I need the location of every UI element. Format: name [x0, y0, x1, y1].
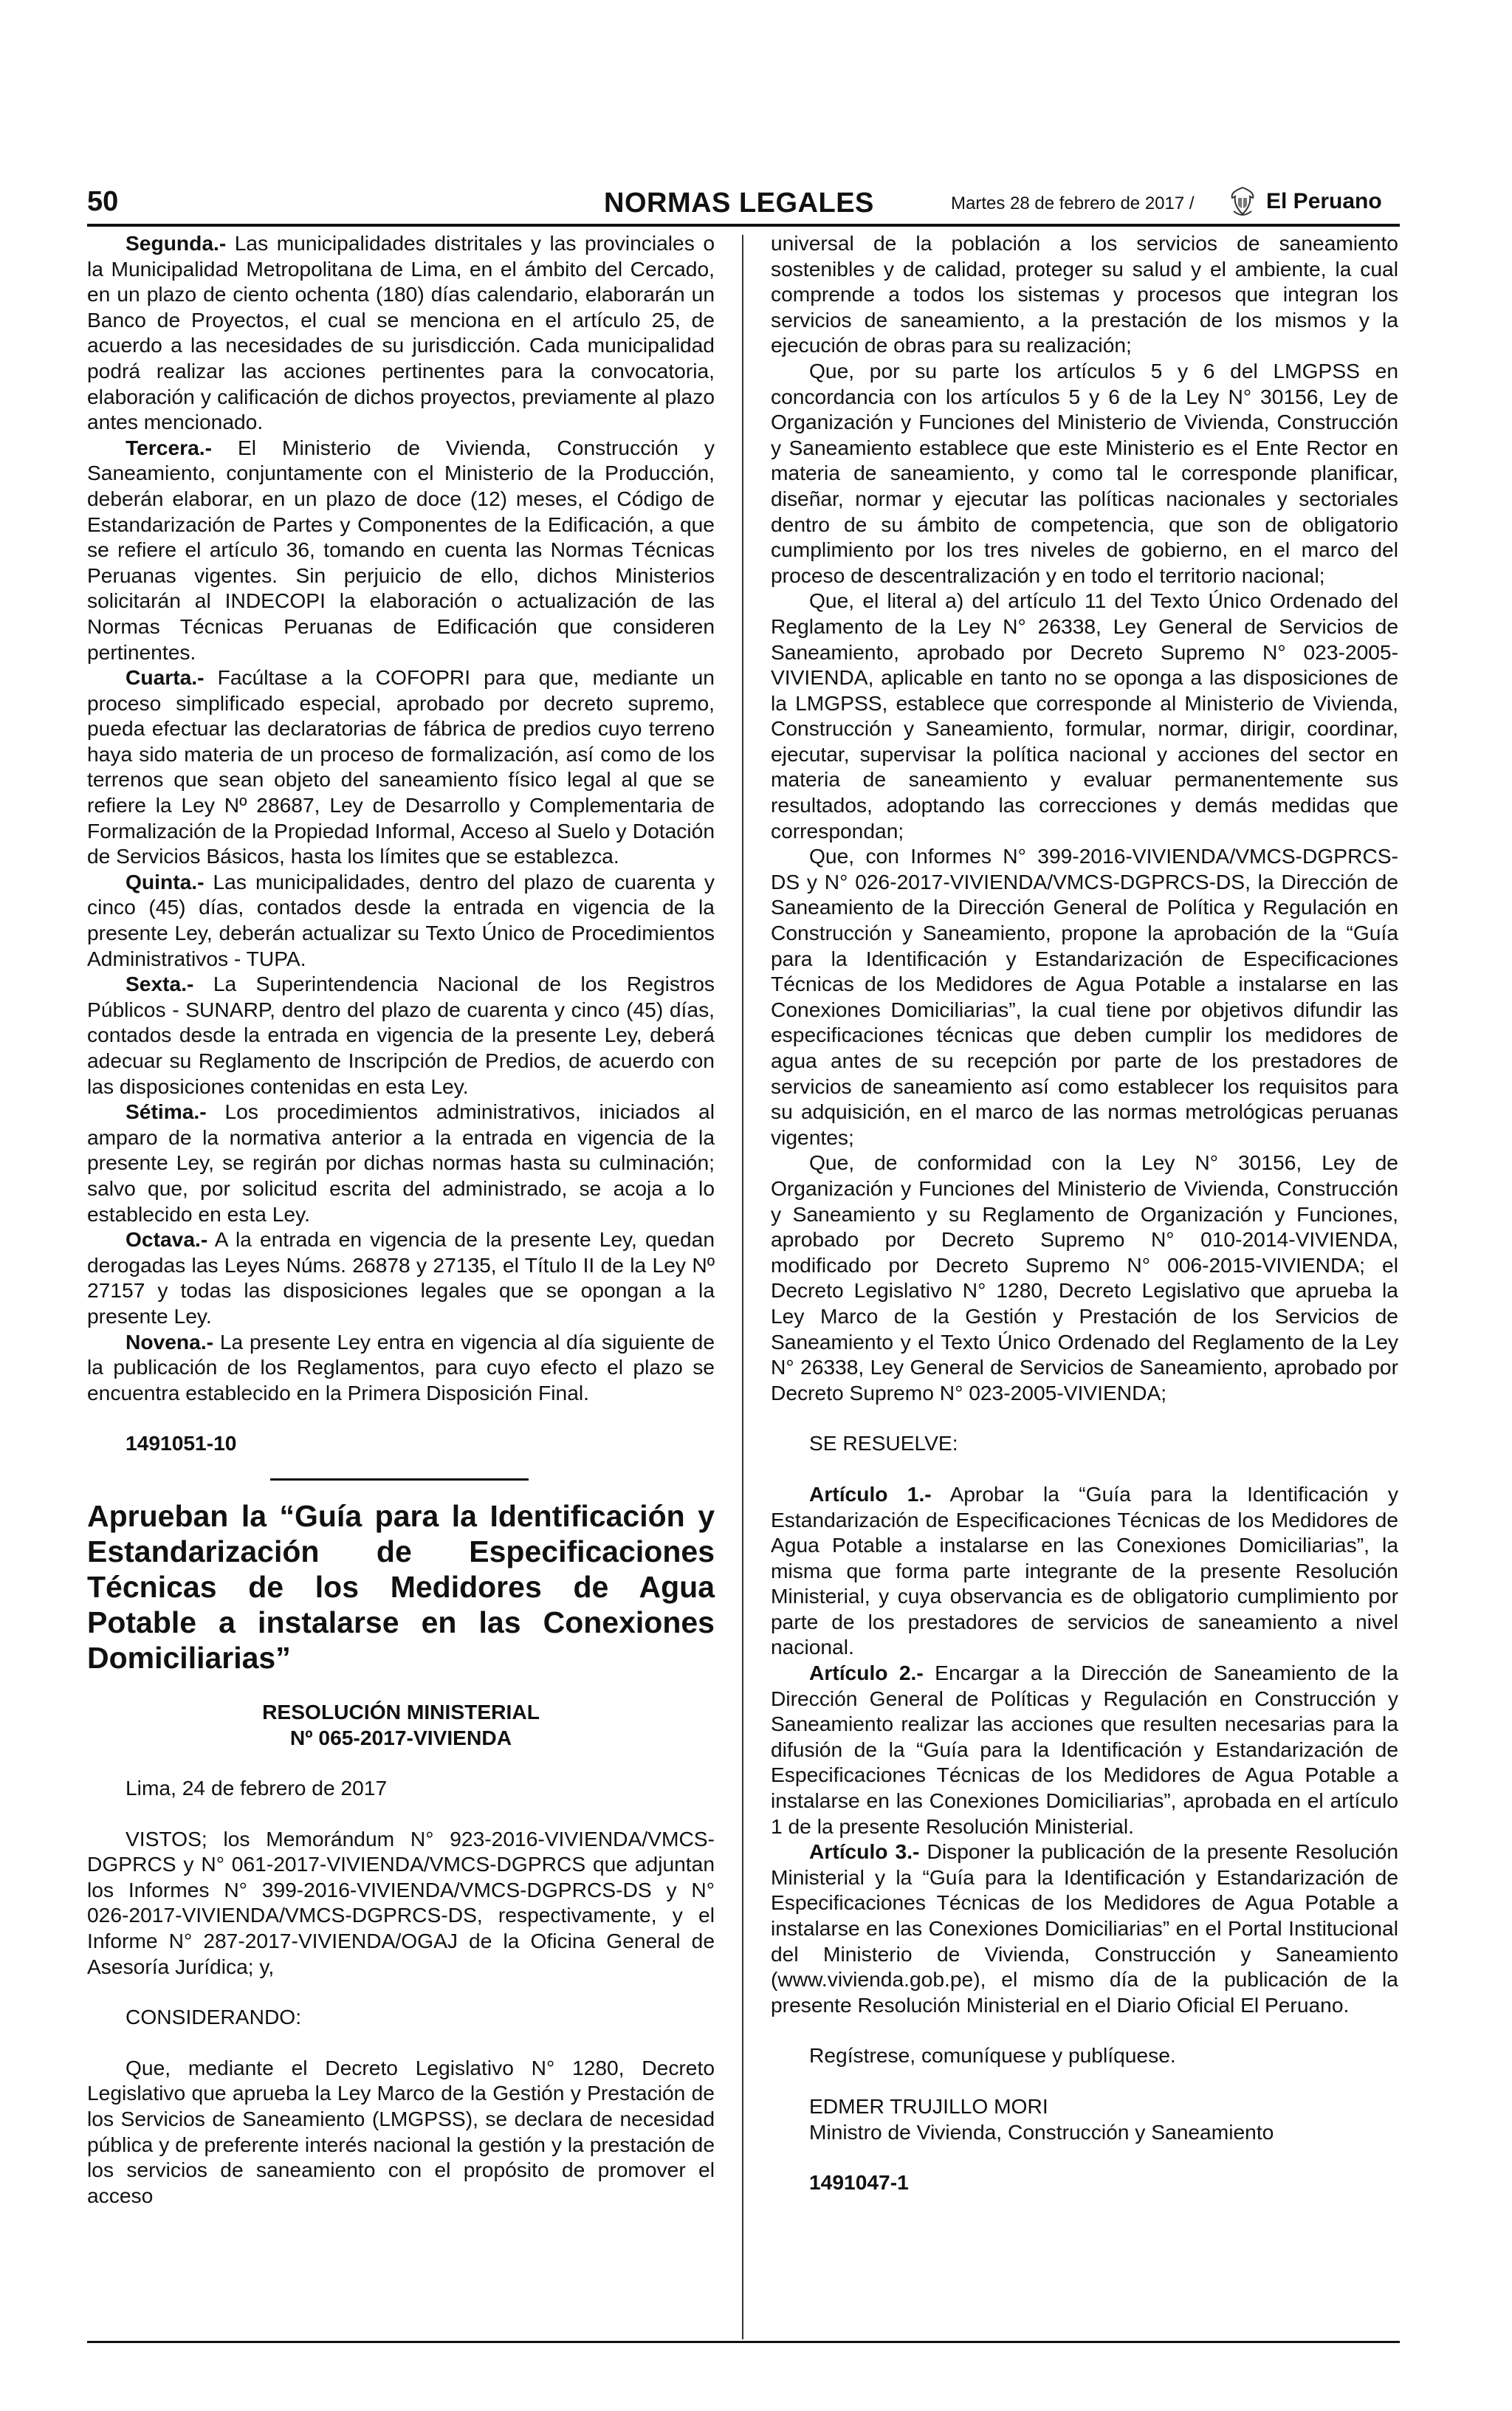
disposicion-setima: Sétima.- Los procedimientos administrativos, iniciados al amparo de la normativa anterior a la entrada en vigencia de la presente Ley, se regirán por dichas normas hasta su culminación; salvo que, por solicitud escrita del administrado, se acoja a lo establecido en esta Ley.: [87, 1100, 715, 1226]
header-rule: [87, 224, 1400, 227]
page-number: 50: [87, 186, 119, 217]
page-header: [87, 186, 1400, 220]
articulo-2: Artículo 2.- Encargar a la Dirección de Saneamiento de la Dirección General de Políticas y Regulación en Construcción y Saneamiento realizar las acciones que resulten necesarias para la difusión de la “Guía para la Identificación y Estandarización de Especificaciones Técnicas de los Medidores de Agua Potable a instalarse en las Conexiones Domiciliarias”, aprobada en el artículo 1 de la presente Resolución Ministerial.: [771, 1661, 1398, 1838]
disposicion-segunda: Segunda.- Las municipalidades distritales y las provinciales o la Municipalidad Metropolitana de Lima, en el ámbito del Cercado, en un plazo de ciento ochenta (180) días calendario, elaborarán un Banco de Proyectos, el cual se menciona en el artículo 25, de acuerdo a las necesidades de su jurisdicción. Cada municipalidad podrá realizar las acciones pertinentes para la convocatoria, elaboración y calificación de dichos proyectos, previamente al plazo antes mencionado.: [87, 231, 715, 434]
signer-title: Ministro de Vivienda, Construcción y Saneamiento: [809, 2119, 1274, 2144]
section-separator: [270, 1478, 529, 1481]
place-date: Lima, 24 de febrero de 2017: [126, 1776, 388, 1800]
considerando-paragraph: Que, mediante el Decreto Legislativo N° 1280, Decreto Legislativo que aprueba la Ley Marco de la Gestión y Prestación de los Servicios de Saneamiento (LMGPSS), se declara de necesidad pública y de preferente interés nacional la gestión y la prestación de los servicios de saneamiento con el propósito de promover el acceso: [87, 2055, 715, 2207]
considerando-paragraph: Que, con Informes N° 399-2016-VIVIENDA/VMCS-DGPRCS-DS y N° 026-2017-VIVIENDA/VMCS-DGPRCS-DS, la Dirección de Saneamiento de la Dirección General de Política y Regulación en Construcción y Saneamiento, propone la aprobación de la “Guía para la Identificación y Estandarización de Especificaciones Técnicas de los Medidores de Agua Potable a instalarse en las Conexiones Domiciliarias”, la cual tiene por objetivos difundir las especificaciones técnicas que deben cumplir los medidores de agua antes de su recepción por parte de los prestadores de servicios de saneamiento así como establecer los requisitos para su adquisición, en el marco de las normas metrológicas peruanas vigentes;: [771, 844, 1398, 1149]
section-title: NORMAS LEGALES: [604, 188, 874, 219]
vistos-paragraph: VISTOS; los Memorándum N° 923-2016-VIVIENDA/VMCS-DGPRCS y N° 061-2017-VIVIENDA/VMCS-DGPRCS que adjuntan los Informes N° 399-2016-VIVIENDA/VMCS-DGPRCS-DS y N° 026-2017-VIVIENDA/VMCS-DGPRCS-DS, respectivamente, y el Informe N° 287-2017-VIVIENDA/OGAJ de la Oficina General de Asesoría Jurídica; y,: [87, 1826, 715, 1978]
articulo-3: Artículo 3.- Disponer la publicación de la presente Resolución Ministerial y la “Guía para la Identificación y Estandarización de Especificaciones Técnicas de los Medidores de Agua Potable a instalarse en las Conexiones Domiciliarias” en el Portal Institucional del Ministerio de Vivienda, Construcción y Saneamiento (www.vivienda.gob.pe), el mismo día de la publicación de la presente Resolución Ministerial en el Diario Oficial El Peruano.: [771, 1839, 1398, 2017]
bottom-rule: [87, 2341, 1400, 2343]
resolution-number: Nº 065-2017-VIVIENDA: [289, 1725, 512, 1749]
considerando-heading: CONSIDERANDO:: [126, 2005, 302, 2029]
resolution-heading: [87, 1699, 715, 1750]
column-divider: [742, 235, 743, 2339]
publication-code: 1491051-10: [126, 1431, 237, 1455]
resolution-headline: Aprueban la “Guía para la Identificación y Estandarización de Especificaciones Técnicas de los Medidores de Agua Potable a instalarse en las Conexiones Domiciliarias”: [87, 1498, 715, 1675]
considerando-paragraph: Que, el literal a) del artículo 11 del Texto Único Ordenado del Reglamento de la Ley N° 26338, Ley General de Servicios de Saneamiento, aprobado por Decreto Supremo N° 023-2005-VIVIENDA, aplicable en tanto no se oponga a las disposiciones de la LMGPSS, establece que corresponde al Ministerio de Vivienda, Construcción y Saneamiento, formular, normar, dirigir, coordinar, ejecutar, supervisar la política nacional y acciones del sector en materia de saneamiento y evaluar permanentemente sus resultados, adoptando las correcciones y demás medidas que correspondan;: [771, 589, 1398, 843]
disposicion-novena: Novena.- La presente Ley entra en vigencia al día siguiente de la publicación de los Reglamentos, para cuyo efecto el plazo se encuentra establecido en la Primera Disposición Final.: [87, 1329, 715, 1405]
left-column: [87, 230, 715, 2208]
disposicion-tercera: Tercera.- El Ministerio de Vivienda, Construcción y Saneamiento, conjuntamente con el Ministerio de la Producción, deberán elaborar, en un plazo de doce (12) meses, el Código de Estandarización de Partes y Componentes de la Edificación, a que se refiere el artículo 36, tomando en cuenta las Normas Técnicas Peruanas vigentes. Sin perjuicio de ello, dichos Ministerios solicitarán al INDECOPI la elaboración o actualización de las Normas Técnicas Peruanas de Edificación que consideren pertinentes.: [87, 435, 715, 664]
issue-date: Martes 28 de febrero de 2017 /: [951, 193, 1195, 213]
disposicion-sexta: Sexta.- La Superintendencia Nacional de los Registros Públicos - SUNARP, dentro del plazo de cuarenta y cinco (45) días, contados desde la entrada en vigencia de la presente Ley, deberá adecuar su Reglamento de Inscripción de Predios, de acuerdo con las disposiciones contenidas en esta Ley.: [87, 972, 715, 1098]
disposicion-cuarta: Cuarta.- Facúltase a la COFOPRI para que, mediante un proceso simplificado especial, aprobado por decreto supremo, pueda efectuar las declaratorias de fábrica de predios cuyo terreno haya sido materia de un proceso de formalización, así como de los terrenos que sean objeto del saneamiento físico legal al que se refiere la Ley Nº 28687, Ley de Desarrollo y Complementaria de Formalización de la Propiedad Informal, Acceso al Suelo y Dotación de Servicios Básicos, hasta los límites que se establezca.: [87, 665, 715, 868]
considerando-paragraph: Que, por su parte los artículos 5 y 6 del LMGPSS en concordancia con los artículos 5 y 6 de la Ley N° 30156, Ley de Organización y Funciones del Ministerio de Vivienda, Construcción y Saneamiento establece que este Ministerio es el Ente Rector en materia de saneamiento, y como tal le corresponde planificar, diseñar, normar y ejecutar las políticas nacionales y sectoriales dentro de su ámbito de competencia, que son de obligatorio cumplimiento por los tres niveles de gobierno, en el marco del proceso de descentralización y en todo el territorio nacional;: [771, 358, 1398, 587]
signature-block: [809, 2093, 1398, 2144]
considerando-paragraph: Que, de conformidad con la Ley N° 30156, Ley de Organización y Funciones del Ministerio de Vivienda, Construcción y Saneamiento y su Reglamento de Organización y Funciones, aprobado por Decreto Supremo N° 010-2014-VIVIENDA, modificado por Decreto Supremo N° 006-2015-VIVIENDA; el Decreto Legislativo N° 1280, Decreto Legislativo que aprueba la Ley Marco de la Gestión y Prestación de los Servicios de Saneamiento y el Texto Único Ordenado del Reglamento de la Ley N° 26338, Ley General de Servicios de Saneamiento, aprobado por Decreto Supremo N° 023-2005-VIVIENDA;: [771, 1150, 1398, 1405]
articulo-1: Artículo 1.- Aprobar la “Guía para la Identificación y Estandarización de Especificaciones Técnicas de los Medidores de Agua Potable a instalarse en las Conexiones Domiciliarias”, la misma que forma parte integrante de la presente Resolución Ministerial, y cuya observancia es de obligatorio cumplimiento por parte de los prestadores de servicios de saneamiento a nivel nacional.: [771, 1481, 1398, 1659]
resolution-title: RESOLUCIÓN MINISTERIAL: [262, 1699, 540, 1724]
right-column: [771, 230, 1398, 2195]
signer-name: EDMER TRUJILLO MORI: [809, 2093, 1048, 2118]
closing-formula: Regístrese, comuníquese y publíquese.: [809, 2043, 1176, 2068]
peru-coat-of-arms-icon: [1228, 186, 1257, 219]
se-resuelve-heading: SE RESUELVE:: [809, 1431, 958, 1455]
considerando-continuation: universal de la población a los servicios de saneamiento sostenibles y de calidad, proteger su salud y el ambiente, la cual comprende a todos los sistemas y procesos que integran los servicios de saneamiento, a la prestación de los mismos y la ejecución de obras para su realización;: [771, 231, 1398, 357]
publication-code: 1491047-1: [809, 2170, 909, 2195]
newspaper-brand: El Peruano: [1266, 189, 1382, 213]
disposicion-octava: Octava.- A la entrada en vigencia de la presente Ley, quedan derogadas las Leyes Núms. 26878 y 27135, el Título II de la Ley Nº 27157 y todas las disposiciones legales que se opongan a la presente Ley.: [87, 1227, 715, 1328]
disposicion-quinta: Quinta.- Las municipalidades, dentro del plazo de cuarenta y cinco (45) días, contados desde la entrada en vigencia de la presente Ley, deberán actualizar su Texto Único de Procedimientos Administrativos - TUPA.: [87, 869, 715, 970]
